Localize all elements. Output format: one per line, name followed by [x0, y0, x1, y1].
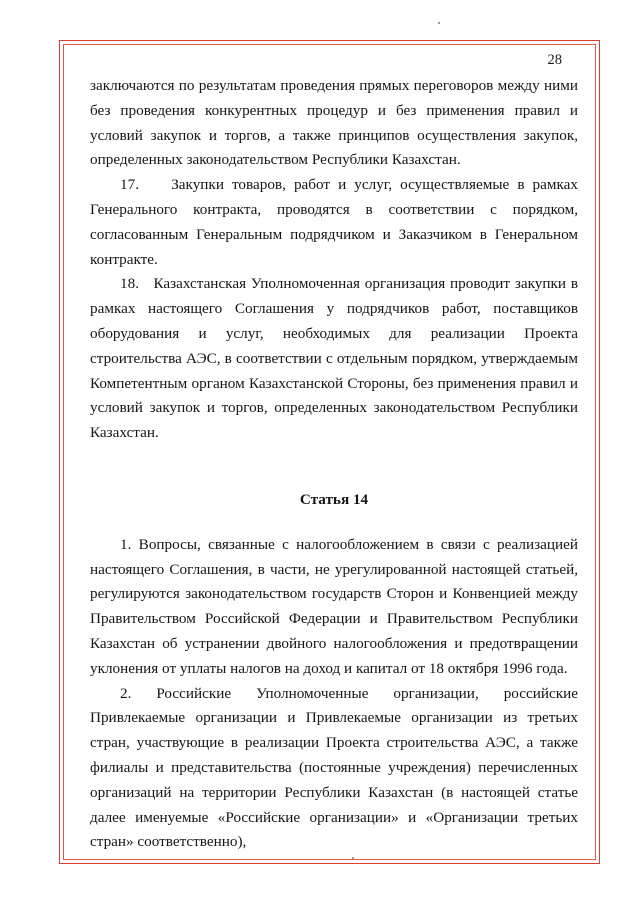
- document-body: [90, 74, 578, 855]
- scan-speck: [438, 22, 440, 24]
- article-14-paragraph-2: 2. Российские Уполномоченные организации, российские Привлекаемые организации и Привлекаемые организации из третьих стран, участвующие в реализации Проекта строительства АЭС, а также филиалы и представительства (постоянные учреждения) перечисленных организаций на территории Республики Казахстан (в настоящей статье далее именуемые «Российские организации» и «Организации третьих стран» соответственно),: [90, 684, 578, 851]
- article-heading: Статья 14: [299, 490, 369, 508]
- page-number: 28: [547, 52, 562, 68]
- article-14-paragraph-1: 1. Вопросы, связанные с налогообложением в связи с реализацией настоящего Соглашения, в части, не урегулированной настоящей статьей, регулируются законодательством государств Сторон и Конвенцией между Правительством Российской Федерации и Правительством Республики Казахстан об устранении двойного налогообложения и предотвращении уклонения от уплаты налогов на доход и капитал от 18 октября 1996 года.: [90, 535, 578, 677]
- paragraph-17: 17. Закупки товаров, работ и услуг, осуществляемые в рамках Генерального контракта, проводятся в соответствии с порядком, согласованным Генеральным подрядчиком и Заказчиком в Генеральном контракте.: [90, 176, 578, 268]
- paragraph-18: 18. Казахстанская Уполномоченная организация проводит закупки в рамках настоящего Соглашения у подрядчиков работ, поставщиков оборудования и услуг, необходимых для реализации Проекта строительства АЭС, в соответствии с отдельным порядком, утверждаемым Компетентным органом Казахстанской Стороны, без применения правил и условий закупок и торгов, определенных законодательством Республики Казахстан.: [90, 275, 578, 442]
- paragraph-continuation: заключаются по результатам проведения прямых переговоров между ними без проведения конкурентных процедур и без применения правил и условий закупок и торгов, а также принципов осуществления закупок, определенных законодательством Республики Казахстан.: [90, 77, 578, 169]
- scan-speck: [352, 857, 354, 859]
